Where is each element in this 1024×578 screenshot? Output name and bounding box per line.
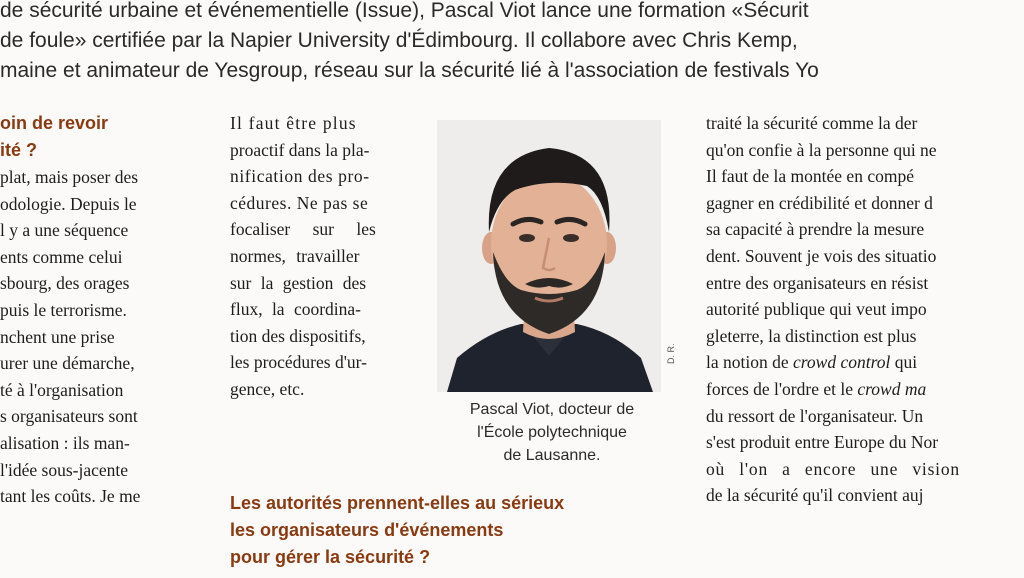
text-line: où l'on a encore une vision <box>706 458 960 479</box>
text-line: dent. Souvent je vois des situatio <box>706 245 937 266</box>
text-line: puis le terrorisme. <box>0 299 127 320</box>
caption-line: Pascal Viot, docteur de <box>469 401 635 418</box>
portrait-illustration <box>437 120 661 392</box>
photo-caption <box>432 398 672 467</box>
heading-line: ité ? <box>0 140 38 160</box>
text-fragment: qui <box>890 352 918 373</box>
heading-line: pour gérer la sécurité ? <box>230 547 431 567</box>
text-line: autorité publique qui veut impo <box>706 299 927 320</box>
question-heading-2 <box>230 490 680 571</box>
column-1 <box>0 110 198 510</box>
text-line: tion des dispositifs, <box>230 325 366 346</box>
heading-line: les organisateurs d'événements <box>230 520 504 540</box>
text-line: entre des organisateurs en résist <box>706 272 929 293</box>
text-line: qu'on confie à la personne qui ne <box>706 139 937 160</box>
text-line: s organisateurs sont <box>0 406 138 427</box>
text-line: focaliser sur les <box>230 219 376 240</box>
text-line: nification des pro- <box>230 166 370 187</box>
text-line: du ressort de l'organisateur. Un <box>706 405 924 426</box>
text-line: flux, la coordina- <box>230 299 361 320</box>
text-line: de la sécurité qu'il convient auj <box>706 485 924 506</box>
intro-paragraph <box>0 0 1024 86</box>
italic-term: crowd control <box>793 352 891 373</box>
column-2 <box>230 110 430 403</box>
text-line: sa capacité à prendre la mesure <box>706 219 925 240</box>
caption-line: de Lausanne. <box>503 447 601 464</box>
text-line: s'est produit entre Europe du Nor <box>706 432 939 453</box>
text-line <box>706 376 1024 403</box>
text-line: traité la sécurité comme la der <box>706 113 918 133</box>
heading-line: Les autorités prennent-elles au sérieux <box>230 493 565 513</box>
text-fragment: forces de l'ordre et le <box>706 378 858 399</box>
column-4 <box>706 110 1024 509</box>
text-line: tant les coûts. Je me <box>0 486 141 507</box>
text-line: sbourg, des orages <box>0 273 130 294</box>
text-line: sur la gestion des <box>230 272 367 293</box>
text-line: ents comme celui <box>0 246 123 267</box>
portrait-photo <box>437 120 661 392</box>
text-line: les procédures d'ur- <box>230 352 367 373</box>
text-line: gleterre, la distinction est plus <box>706 325 917 346</box>
text-line: alisation : ils man- <box>0 432 130 453</box>
question-heading-1 <box>0 110 198 164</box>
text-line: cédures. Ne pas se <box>230 192 369 213</box>
text-line: l'idée sous-jacente <box>0 459 129 480</box>
intro-line: maine et animateur de Yesgroup, réseau sur la sécurité lié à l'association de festivals Yo <box>0 59 819 82</box>
column-1-text <box>0 164 198 510</box>
photo-credit: D. R. <box>666 343 676 364</box>
caption-line: l'École polytechnique <box>477 424 627 441</box>
text-line: normes, travailler <box>230 245 360 266</box>
text-line: l y a une séquence <box>0 220 129 241</box>
intro-line: de foule» certifiée par la Napier University d'Édimbourg. Il collabore avec Chris Kemp, <box>0 29 798 52</box>
text-line <box>706 349 1024 376</box>
heading-line: oin de revoir <box>0 113 109 133</box>
text-fragment: la notion de <box>706 352 793 373</box>
text-line: Il faut être plus <box>230 113 357 133</box>
italic-term: crowd ma <box>857 378 927 399</box>
text-line: plat, mais poser des <box>0 167 139 187</box>
text-line: gagner en crédibilité et donner d <box>706 192 933 213</box>
text-line: té à l'organisation <box>0 379 124 400</box>
text-line: urer une démarche, <box>0 353 135 374</box>
intro-line: de sécurité urbaine et événementielle (Issue), Pascal Viot lance une formation «Sécurit <box>0 0 809 22</box>
text-line: proactif dans la pla- <box>230 139 370 160</box>
text-line: nchent une prise <box>0 326 115 347</box>
text-line: Il faut de la montée en compé <box>706 166 914 187</box>
text-line: gence, etc. <box>230 378 305 399</box>
text-line: odologie. Depuis le <box>0 193 137 214</box>
